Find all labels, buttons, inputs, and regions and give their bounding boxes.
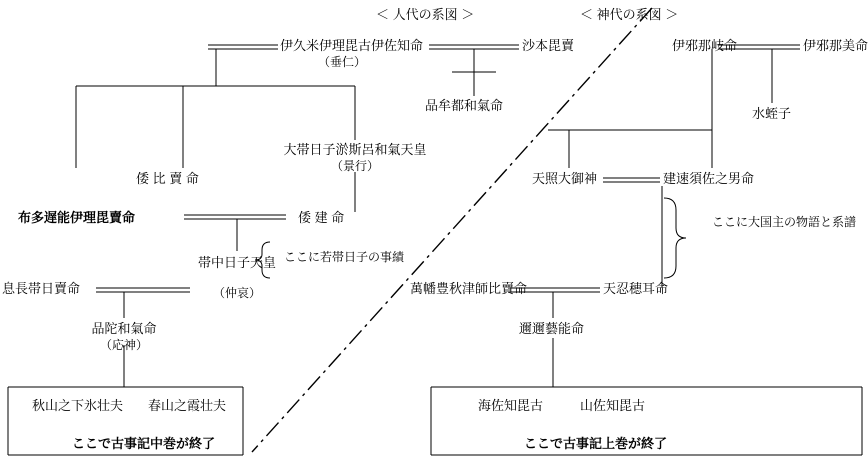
node-umisachi: 海佐知毘古 bbox=[478, 398, 544, 413]
note-wakatarashi: ここに若帯日子の事績 bbox=[284, 250, 405, 264]
node-ikume: 伊久米伊理毘古伊佐知命 bbox=[280, 38, 424, 53]
note-chuukan: ここで古事記中巻が終了 bbox=[72, 436, 216, 451]
node-yamatotakeru: 倭 建 命 bbox=[298, 210, 345, 225]
header-left: ＜ 人代の系図 ＞ bbox=[376, 7, 475, 22]
node-haruyama: 春山之霞壮夫 bbox=[148, 398, 227, 413]
node-yamasachi: 山佐知毘古 bbox=[580, 398, 646, 413]
node-tarashinakatsu-sub: （仲哀） bbox=[212, 286, 261, 300]
node-hondawake-sub: （応神） bbox=[99, 338, 148, 352]
node-akiyama: 秋山之下氷壮夫 bbox=[32, 398, 124, 413]
node-tarashinakatsu: 帯中日子天皇 bbox=[197, 255, 276, 270]
node-amaterasu: 天照大御神 bbox=[532, 171, 598, 186]
note-joukan: ここで古事記上巻が終了 bbox=[524, 436, 668, 451]
node-izanami: 伊邪那美命 bbox=[803, 38, 868, 53]
node-susanoo: 建速須佐之男命 bbox=[663, 171, 755, 186]
note-okuninushi: ここに大国主の物語と系譜 bbox=[712, 215, 857, 229]
node-okinaga: 息長帯日賣命 bbox=[2, 281, 81, 296]
node-hinmu: 品牟都和氣命 bbox=[425, 98, 504, 113]
node-hiruko: 水蛭子 bbox=[752, 106, 792, 121]
node-yamatohime: 倭 比 賣 命 bbox=[136, 171, 199, 186]
node-futaji: 布多遅能伊理毘賣命 bbox=[18, 210, 136, 225]
node-ninigi: 邇邇藝能命 bbox=[519, 321, 585, 336]
node-ikume-sub: （垂仁） bbox=[318, 55, 367, 69]
node-izanagi: 伊邪那岐命 bbox=[672, 38, 738, 53]
node-hondawake: 品陀和氣命 bbox=[91, 321, 157, 336]
node-oshihomimi: 天忍穂耳命 bbox=[603, 281, 669, 296]
node-otarashi: 大帯日子淤斯呂和氣天皇 bbox=[283, 142, 427, 157]
node-manhata: 萬幡豊秋津師比賣命 bbox=[410, 281, 528, 296]
header-right: ＜ 神代の系図 ＞ bbox=[580, 7, 679, 22]
node-otarashi-sub: （景行） bbox=[330, 159, 379, 173]
node-samoto: 沙本毘賣 bbox=[522, 38, 575, 53]
